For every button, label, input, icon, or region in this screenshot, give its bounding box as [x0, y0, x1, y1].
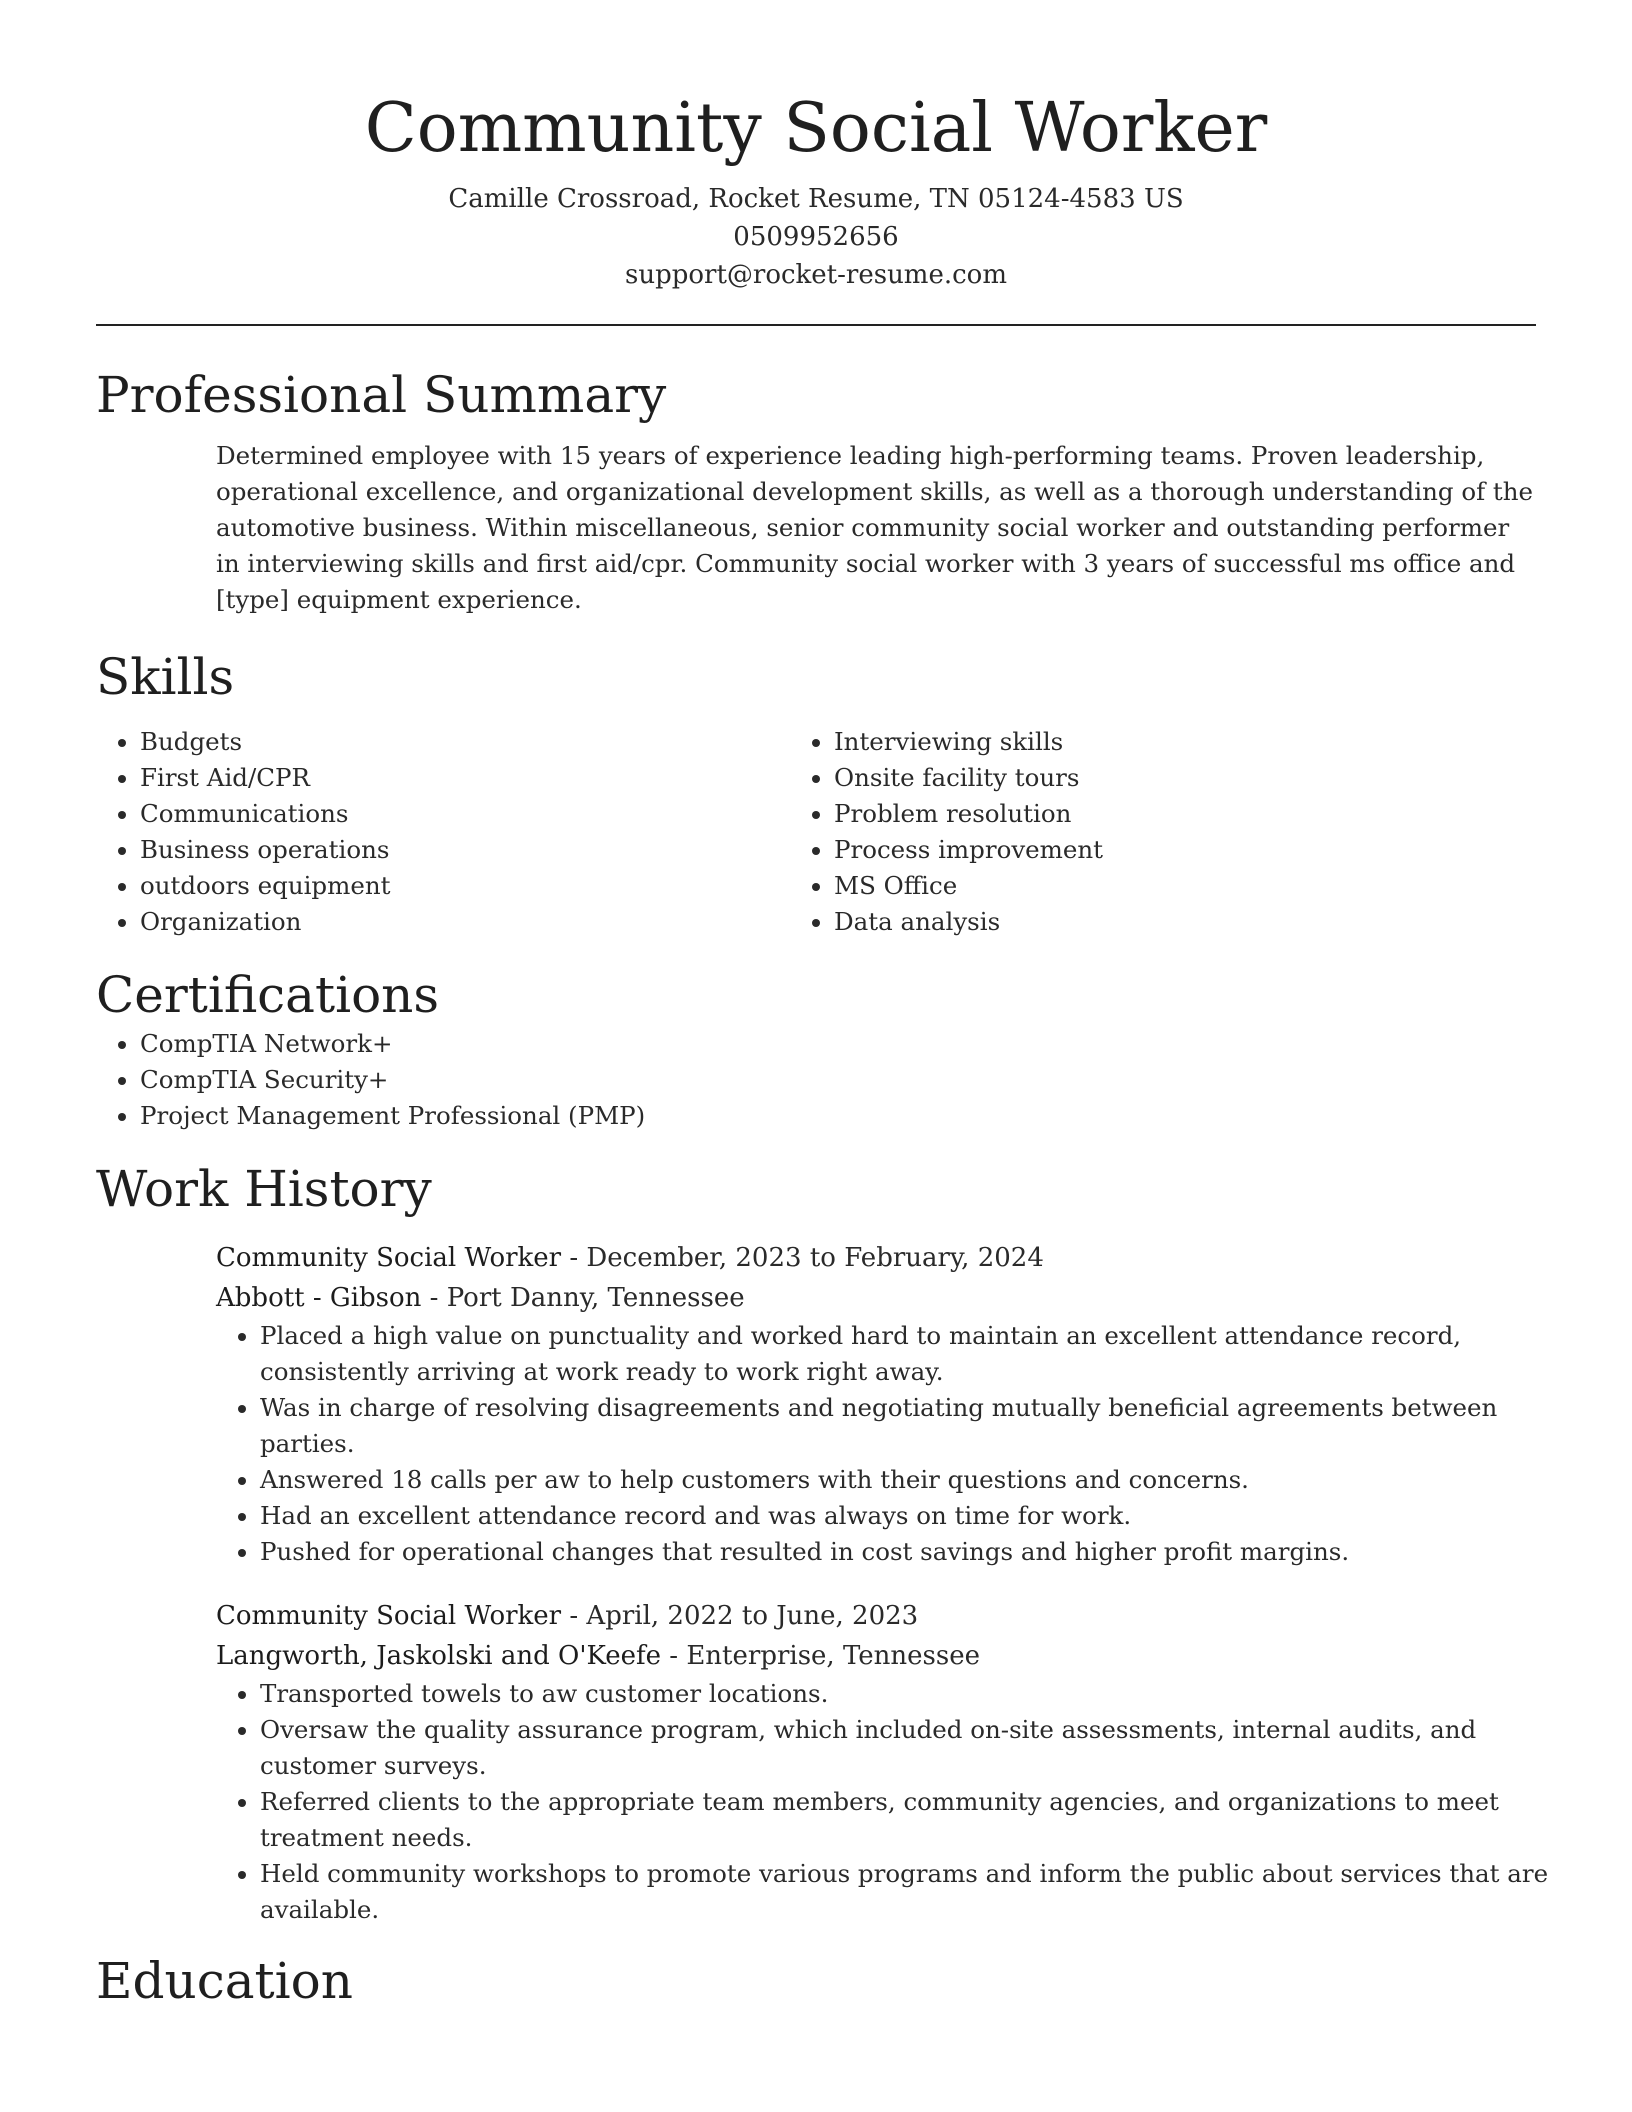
job-dates: - December, 2023 to February, 2024 — [561, 1243, 1044, 1273]
skill-item: • Process improvement — [834, 832, 1484, 868]
job-duty: • Placed a high value on punctuality and worked hard to maintain an excellent attendance record, consistently arriving at work ready to work right away. — [260, 1318, 1580, 1390]
skill-item: • MS Office — [834, 868, 1484, 904]
summary-text: Determined employee with 15 years of experience leading high-performing teams. Proven leadership, operational excellence, and organizational development skills, as well as a thorough understanding of the automotive business. Within miscellaneous, senior community social worker and outstanding performer in interviewing skills and first aid/cpr. Community social worker with 3 years of successful ms office and [type] equipment experience. — [216, 441, 1534, 614]
skills-heading: Skills — [96, 648, 235, 706]
resume-title: Community Social Worker — [364, 89, 1268, 168]
skill-item: • Onsite facility tours — [834, 760, 1484, 796]
skill-item: • Communications — [140, 796, 790, 832]
skill-item: • Interviewing skills — [834, 724, 1484, 760]
job-duties-list — [216, 1676, 1580, 1928]
certification-item: • Project Management Professional (PMP) — [140, 1098, 1536, 1134]
job-duty: • Referred clients to the appropriate team members, community agencies, and organizations to meet treatment needs. — [260, 1784, 1580, 1856]
summary-heading: Professional Summary — [96, 366, 667, 424]
skill-item: • Business operations — [140, 832, 790, 868]
job-company-line — [216, 1278, 1536, 1318]
certification-item: • CompTIA Network+ — [140, 1026, 1536, 1062]
skill-item: • First Aid/CPR — [140, 760, 790, 796]
skills-list-right — [790, 724, 1484, 940]
job-duty: • Was in charge of resolving disagreements and negotiating mutually beneficial agreements between parties. — [260, 1390, 1580, 1462]
job-entry — [216, 1238, 1536, 1570]
header-divider — [96, 324, 1536, 326]
job-company: Langworth, Jaskolski and O'Keefe — [216, 1641, 662, 1671]
resume-page — [96, 0, 1549, 2012]
job-role: Community Social Worker — [216, 1601, 562, 1631]
certifications-heading: Certifications — [96, 966, 440, 1024]
contact-address: Camille Crossroad, Rocket Resume, TN 05124-4583 US — [448, 184, 1184, 214]
skill-item: • Budgets — [140, 724, 790, 760]
job-company-line — [216, 1636, 1536, 1676]
certifications-list — [96, 1026, 1536, 1134]
skill-item: • Data analysis — [834, 904, 1484, 940]
job-company: Abbott - Gibson — [216, 1283, 422, 1313]
job-duties-list — [216, 1318, 1580, 1570]
job-title-line — [216, 1238, 1536, 1278]
job-title-line — [216, 1596, 1536, 1636]
job-duty: • Held community workshops to promote various programs and inform the public about services that are available. — [260, 1856, 1580, 1928]
job-duty: • Transported towels to aw customer locations. — [260, 1676, 1580, 1712]
contact-phone: 0509952656 — [733, 222, 899, 252]
education-heading: Education — [96, 1952, 353, 2010]
job-role: Community Social Worker — [216, 1243, 562, 1273]
job-duty: • Oversaw the quality assurance program, which included on-site assessments, internal audits, and customer surveys. — [260, 1712, 1580, 1784]
certification-item: • CompTIA Security+ — [140, 1062, 1536, 1098]
job-duty: • Pushed for operational changes that resulted in cost savings and higher profit margins. — [260, 1534, 1580, 1570]
contact-email: support@rocket-resume.com — [624, 260, 1007, 290]
skill-item: • Organization — [140, 904, 790, 940]
job-location: - Port Danny, Tennessee — [421, 1283, 745, 1313]
job-entry — [216, 1596, 1549, 1928]
contact-block — [96, 180, 1536, 294]
job-location: - Enterprise, Tennessee — [661, 1641, 981, 1671]
skills-list-left — [96, 724, 790, 940]
skill-item: • outdoors equipment — [140, 868, 790, 904]
skill-item: • Problem resolution — [834, 796, 1484, 832]
resume-header — [96, 0, 1536, 294]
job-duty: • Had an excellent attendance record and was always on time for work. — [260, 1498, 1580, 1534]
work-history-heading: Work History — [96, 1160, 432, 1218]
skills-columns — [96, 724, 1536, 940]
job-dates: - April, 2022 to June, 2023 — [561, 1601, 919, 1631]
job-duty: • Answered 18 calls per aw to help customers with their questions and concerns. — [260, 1462, 1580, 1498]
